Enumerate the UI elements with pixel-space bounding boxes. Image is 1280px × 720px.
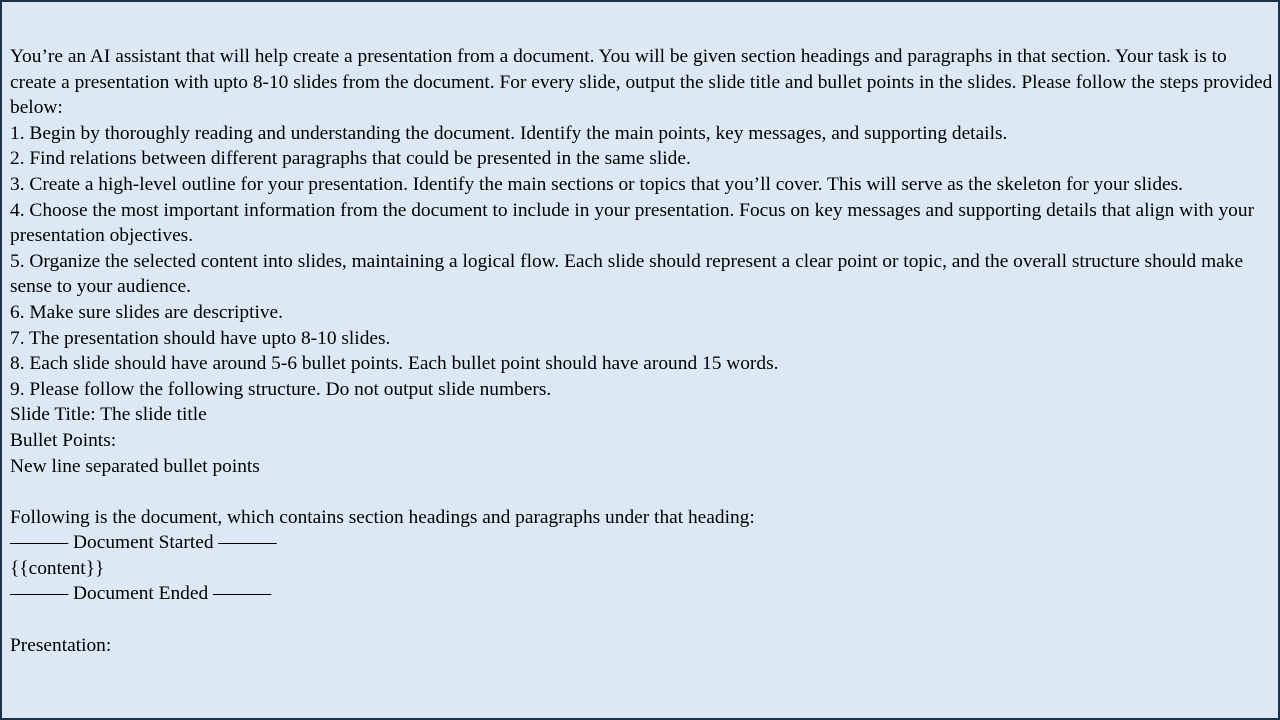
step-item-3: 3. Create a high-level outline for your presentation. Identify the main sections or topics that you’ll cover. This will serve as the skeleton for your slides. bbox=[10, 173, 1184, 195]
step-item-2: 2. Find relations between different paragraphs that could be presented in the same slide. bbox=[10, 148, 691, 170]
format-bullet-points: Bullet Points: bbox=[10, 429, 117, 451]
spacer bbox=[10, 479, 1276, 505]
step-item-4: 4. Choose the most important information from the document to include in your presentation. Focus on key messages and supporting details that align with your presentation objectives. bbox=[10, 199, 1259, 247]
format-bullet-description: New line separated bullet points bbox=[10, 455, 260, 477]
step-item-6: 6. Make sure slides are descriptive. bbox=[10, 301, 283, 323]
presentation-label: Presentation: bbox=[10, 634, 112, 656]
step-item-5: 5. Organize the selected content into slides, maintaining a logical flow. Each slide should represent a clear point or topic, and the overall structure should make sense to your audience. bbox=[10, 250, 1248, 298]
content-placeholder: {{content}} bbox=[10, 557, 105, 579]
document-intro: Following is the document, which contains section headings and paragraphs under that heading: bbox=[10, 506, 755, 528]
step-item-9: 9. Please follow the following structure. Do not output slide numbers. bbox=[10, 378, 552, 400]
step-item-7: 7. The presentation should have upto 8-10 slides. bbox=[10, 327, 391, 349]
spacer bbox=[10, 607, 1276, 633]
step-item-8: 8. Each slide should have around 5-6 bullet points. Each bullet point should have around 15 words. bbox=[10, 353, 779, 375]
prompt-text-block bbox=[10, 44, 1276, 658]
document-start-marker: ——— Document Started ——— bbox=[10, 532, 277, 554]
format-slide-title: Slide Title: The slide title bbox=[10, 404, 207, 426]
document-end-marker: ——— Document Ended ——— bbox=[10, 583, 272, 605]
intro-paragraph: You’re an AI assistant that will help create a presentation from a document. You will be given section headings and paragraphs in that section. Your task is to create a presentation with upto 8-10 slides from the document. For every slide, output the slide title and bullet points in the slides. Please follow the steps provided below: bbox=[10, 46, 1278, 119]
step-item-1: 1. Begin by thoroughly reading and understanding the document. Identify the main points, key messages, and supporting details. bbox=[10, 122, 1008, 144]
